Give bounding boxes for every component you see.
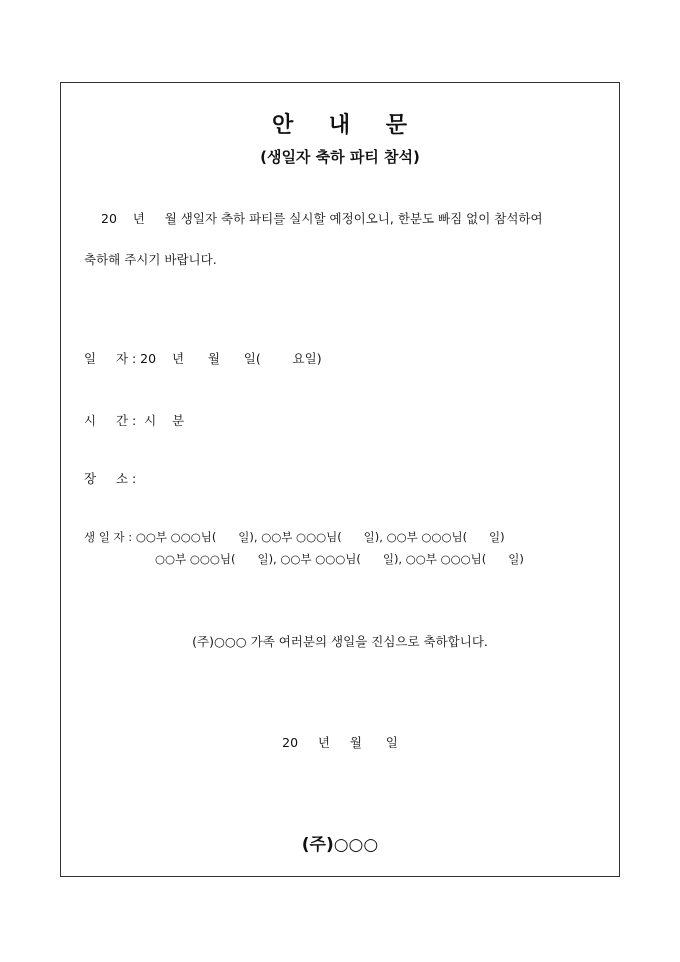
birthday-list-line-1: 생 일 자 : ○○부 ○○○님( 일), ○○부 ○○○님( 일), ○○부 ○○○님( 일) — [84, 530, 505, 544]
page-title: 안 내 문 — [271, 112, 409, 138]
document-frame — [60, 82, 620, 877]
date-field: 일 자 : 20 년 월 일( 요일) — [84, 351, 322, 366]
intro-text-line-2: 축하해 주시기 바랍니다. — [84, 252, 217, 267]
company-signature: (주)○○○ — [301, 835, 379, 855]
page-subtitle: (생일자 축하 파티 참석) — [260, 148, 420, 166]
closing-date: 20 년 월 일 — [282, 735, 398, 750]
closing-message: (주)○○○ 가족 여러분의 생일을 진심으로 축하합니다. — [192, 634, 488, 649]
birthday-list-line-2: ○○부 ○○○님( 일), ○○부 ○○○님( 일), ○○부 ○○○님( 일) — [155, 552, 524, 566]
time-field: 시 간 : 시 분 — [84, 413, 185, 428]
place-field: 장 소 : — [84, 471, 137, 486]
intro-text-line-1: 20 년 월 생일자 축하 파티를 실시할 예정이오니, 한분도 빠짐 없이 참석하여 — [101, 211, 543, 226]
